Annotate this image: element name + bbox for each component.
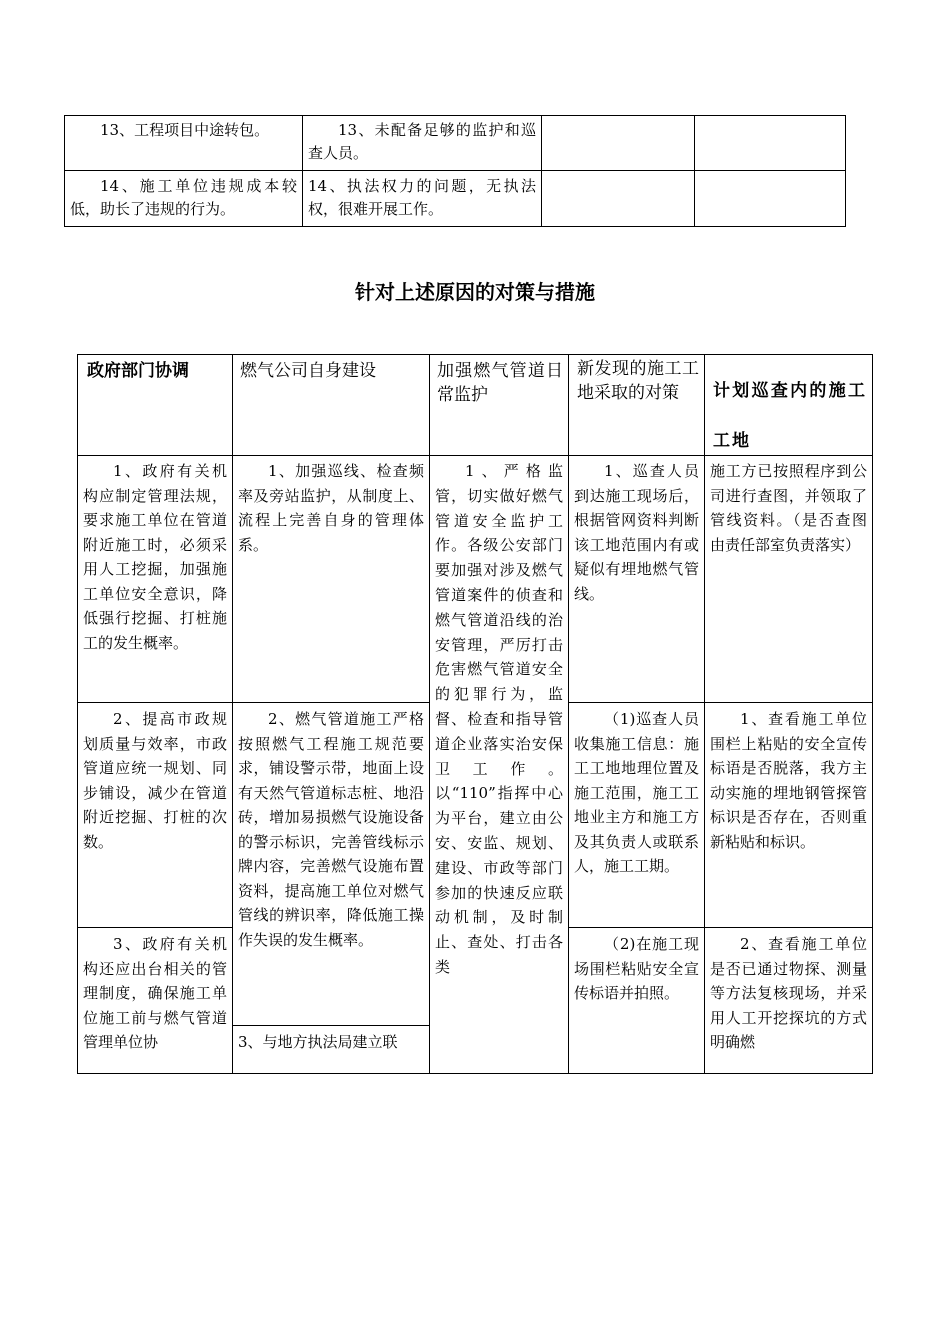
column-header: 新发现的施工工地采取的对策 [577,359,699,403]
table-border [845,115,846,227]
table-cell [695,173,845,226]
table-border [568,927,872,928]
table-cell: （2)在施工现场围栏粘贴安全宣传标语并拍照。 [574,935,699,1002]
table-border [872,354,873,1074]
table-cell: 1、政府有关机构应制定管理法规，要求施工单位在管道附近施工时，必须采用人工挖掘，加强施工单位安全意识，降低强行挖掘、打桩施工的发生概率。 [83,462,227,652]
table-cell: 1、严格监管，切实做好燃气管道安全监护工作。各级公安部门要加强对涉及燃气管道案件的侦查和燃气管道沿线的治安管理，严厉打击危害燃气管道安全的犯罪行为，监督、检查和指导管道企业落实治安保卫工作。以“110”指挥中心为平台，建立由公安、安监、规划、建设、市政等部门参加的快速反应联动机制，及时制止、查处、打击各类 [435,462,563,976]
table-border [77,702,232,703]
column-header: 政府部门协调 [87,361,189,381]
table-cell: 1、巡查人员到达施工现场后，根据管网资料判断该工地范围内有或疑似有埋地燃气管线。 [574,462,699,603]
table-cell: 2、提高市政规划质量与效率，市政管道应统一规划、同步铺设，减少在管道附近挖掘、打桩的次数。 [83,710,227,851]
table-border [77,927,232,928]
table-cell: 13、工程项目中途转包。 [100,121,270,139]
table-cell: 施工方已按照程序到公司进行查图，并领取了管线资料。（是否查图由责任部室负责落实） [710,462,867,554]
table-cell: 3、与地方执法局建立联 [238,1033,398,1051]
table-cell: 1、加强巡线、检查频率及旁站监护，从制度上、流程上完善自身的管理体系。 [238,462,424,554]
table-border [77,354,873,355]
section-title: 针对上述原因的对策与措施 [355,280,595,304]
table-cell: 14、执法权力的问题，无执法权，很难开展工作。 [308,177,536,218]
table-cell [542,173,694,226]
table-border [232,702,429,703]
table-border [568,702,872,703]
table-border [232,1025,429,1026]
table-cell: 13、未配备足够的监护和巡查人员。 [308,121,536,162]
table-cell: （1)巡查人员收集施工信息：施工工地地理位置及施工范围，施工工地业主方和施工方及其负责人或联系人，施工工期。 [574,710,699,875]
table-cell: 2、燃气管道施工严格按照燃气工程施工规范要求，铺设警示带，地面上设有天然气管道标志桩、地沿砖，增加易损燃气设施设备的警示标识，完善管线标示牌内容，完善燃气设施布置资料，提高施工单位对燃气管线的辨识率，降低施工操作失误的发生概率。 [238,710,424,949]
table-border [77,1073,873,1074]
table-cell: 2、查看施工单位是否已通过物探、测量等方法复核现场，并采用人工开挖探坑的方式明确燃 [710,935,867,1051]
column-header: 计划巡查内的施工工地 [713,381,867,451]
column-header: 燃气公司自身建设 [240,361,376,381]
table-border [77,455,873,456]
table-cell: 3、政府有关机构还应出台相关的管理制度，确保施工单位施工前与燃气管道管理单位协 [83,935,227,1051]
column-header: 加强燃气管道日常监护 [437,361,563,405]
table-border [64,115,846,116]
table-border [64,170,846,171]
table-cell: 14、施工单位违规成本较低，助长了违规的行为。 [70,177,297,218]
table-cell [542,117,694,170]
table-border [64,226,846,227]
table-cell: 1、查看施工单位围栏上粘贴的安全宣传标语是否脱落，我方主动实施的埋地钢管探管标识是否存在，否则重新粘贴和标识。 [710,710,867,851]
table-cell [695,117,845,170]
